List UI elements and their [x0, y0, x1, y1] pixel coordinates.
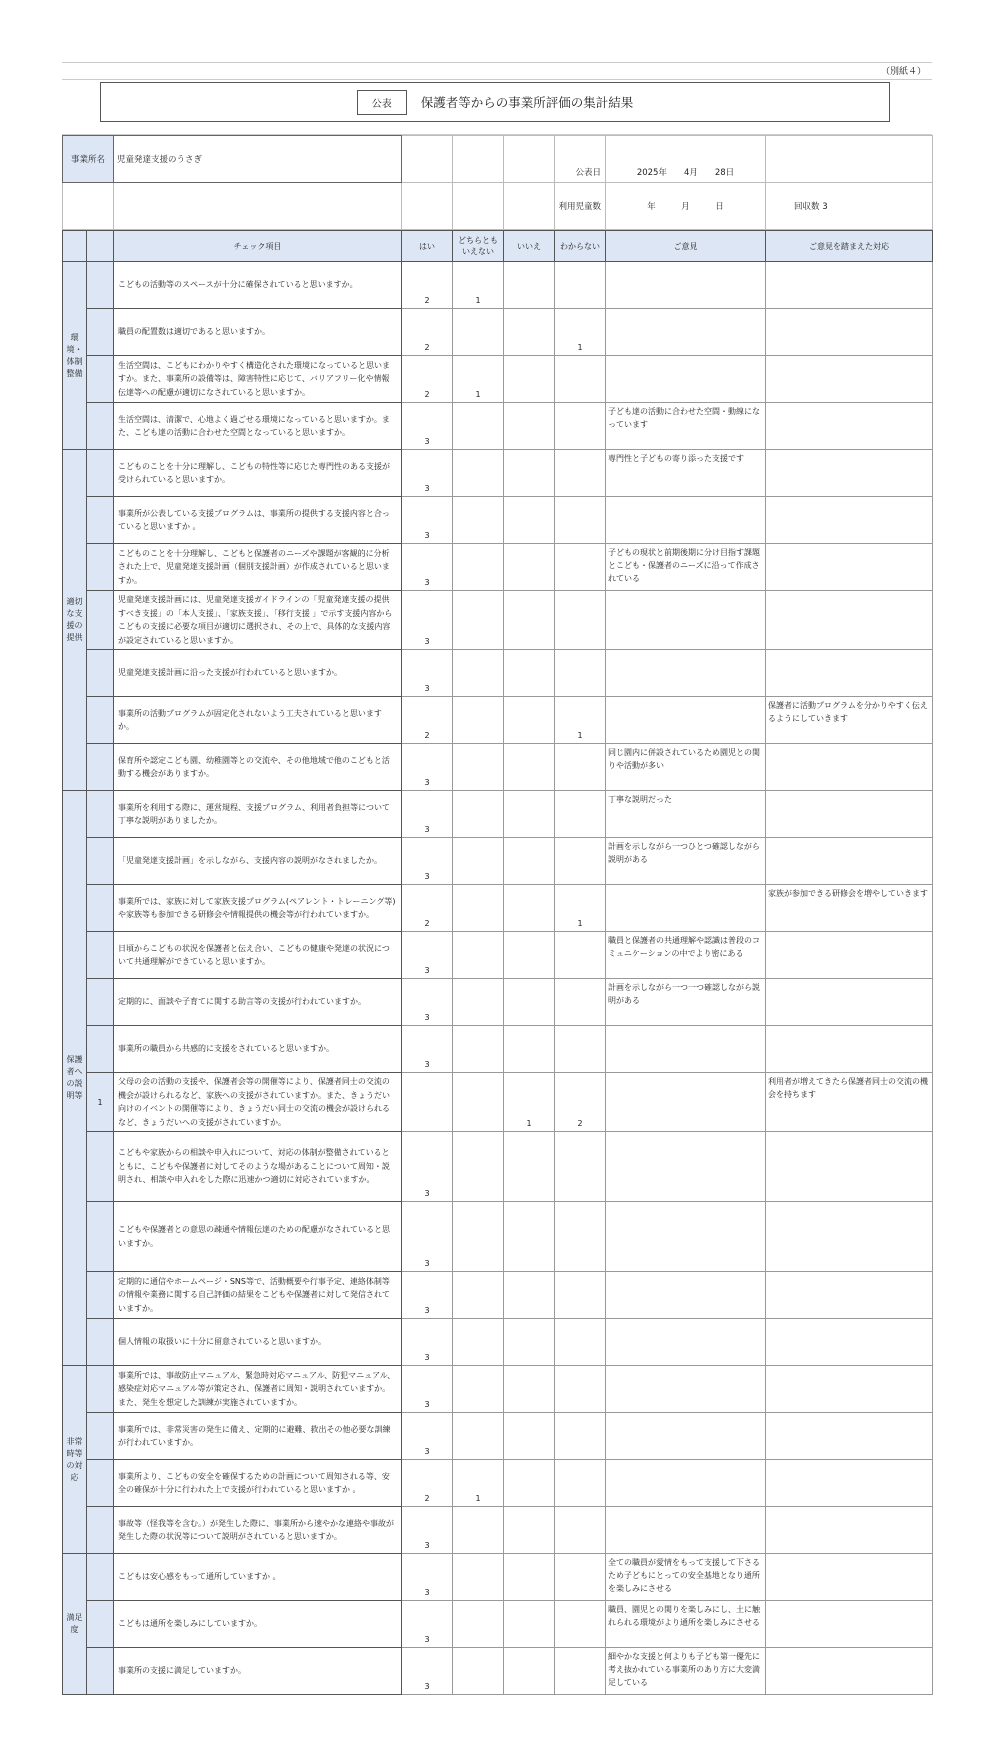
count-neither: [453, 1507, 504, 1554]
category-label: 環境・体制整備: [66, 332, 83, 378]
count-neither: [453, 1132, 504, 1202]
pub-date-value: 2025年 4月 28日: [606, 136, 766, 183]
count-yes: 3: [402, 544, 453, 591]
item-number: [87, 885, 114, 932]
item-number: [87, 1366, 114, 1413]
count-neither: [453, 403, 504, 450]
count-yes: [402, 1073, 453, 1132]
response-text: [766, 403, 933, 450]
responses-value: 3: [822, 202, 828, 212]
item-number: [87, 791, 114, 838]
count-unknown: [555, 1460, 606, 1507]
page-title: 保護者等からの事業所評価の集計結果: [420, 95, 634, 110]
response-text: [766, 1319, 933, 1366]
count-neither: [453, 979, 504, 1026]
count-no: [504, 309, 555, 356]
item-number: [87, 1272, 114, 1319]
question-text: 生活空間は、こどもにわかりやすく構造化された環境になっていると思いますか。また、事業所の設備等は、障害特性に応じて、バリアフリー化や情報伝達等への配慮が適切になされていると思いますか。: [114, 356, 402, 403]
count-unknown: [555, 1413, 606, 1460]
opinion-text: 同じ園内に併設されているため園児との関りや活動が多い: [606, 744, 766, 791]
table-row: [63, 1132, 933, 1202]
count-neither: [453, 1366, 504, 1413]
count-yes: 3: [402, 1366, 453, 1413]
item-number: [87, 497, 114, 544]
header-check-item: チェック項目: [114, 231, 402, 262]
response-text: [766, 1507, 933, 1554]
response-text: [766, 497, 933, 544]
count-yes: 3: [402, 1601, 453, 1648]
count-yes: 3: [402, 450, 453, 497]
count-no: [504, 356, 555, 403]
header-yes: はい: [402, 231, 453, 262]
count-neither: 1: [453, 262, 504, 309]
count-neither: [453, 1272, 504, 1319]
count-neither: [453, 497, 504, 544]
response-text: [766, 1132, 933, 1202]
item-number: [87, 1132, 114, 1202]
count-unknown: [555, 1507, 606, 1554]
count-no: [504, 744, 555, 791]
count-no: [504, 1507, 555, 1554]
opinion-text: 細やかな支援と何よりも子ども第一優先に考え抜かれている事業所のあり方に大変満足している: [606, 1648, 766, 1695]
item-number: [87, 544, 114, 591]
opinion-text: [606, 497, 766, 544]
opinion-text: 職員、園児との関りを楽しみにし、土に触れられる環境がより通所を楽しみにさせる: [606, 1601, 766, 1648]
count-no: [504, 1554, 555, 1601]
count-unknown: [555, 262, 606, 309]
count-yes: 2: [402, 697, 453, 744]
response-text: [766, 450, 933, 497]
opinion-text: [606, 591, 766, 650]
question-text: 事業所の職員から共感的に支援をされていると思いますか。: [114, 1026, 402, 1073]
item-number: [87, 744, 114, 791]
count-unknown: [555, 497, 606, 544]
opinion-text: [606, 1413, 766, 1460]
count-neither: 1: [453, 1460, 504, 1507]
opinion-text: 計画を示しながら一つ一つ確認しながら説明がある: [606, 979, 766, 1026]
category-cell: [63, 1554, 87, 1695]
table-row: [63, 1413, 933, 1460]
count-neither: [453, 309, 504, 356]
header-opinion: ご意見: [606, 231, 766, 262]
count-yes: 2: [402, 309, 453, 356]
count-unknown: [555, 356, 606, 403]
header-no: いいえ: [504, 231, 555, 262]
annex-label: （別紙４）: [880, 67, 926, 77]
count-yes: 3: [402, 791, 453, 838]
count-neither: [453, 885, 504, 932]
count-no: [504, 979, 555, 1026]
question-text: 事業所の活動プログラムが固定化されないよう工夫されていると思いますか。: [114, 697, 402, 744]
item-number: [87, 932, 114, 979]
question-text: 定期的に、面談や子育てに関する助言等の支援が行われていますか。: [114, 979, 402, 1026]
count-yes: 3: [402, 744, 453, 791]
question-text: 個人情報の取扱いに十分に留意されていると思いますか。: [114, 1319, 402, 1366]
count-neither: [453, 838, 504, 885]
item-number: [87, 1202, 114, 1272]
count-yes: 3: [402, 932, 453, 979]
count-unknown: [555, 838, 606, 885]
table-row: [63, 1601, 933, 1648]
count-unknown: 1: [555, 885, 606, 932]
count-no: [504, 932, 555, 979]
count-no: [504, 497, 555, 544]
count-yes: 2: [402, 885, 453, 932]
opinion-text: [606, 1132, 766, 1202]
table-row: [63, 1026, 933, 1073]
count-unknown: 1: [555, 697, 606, 744]
facility-name-value: 児童発達支援のうさぎ: [114, 136, 402, 183]
table-row: [63, 262, 933, 309]
item-number: [87, 1601, 114, 1648]
count-unknown: [555, 591, 606, 650]
item-number: [87, 450, 114, 497]
opinion-text: 計画を示しながら一つひとつ確認しながら説明がある: [606, 838, 766, 885]
opinion-text: [606, 1073, 766, 1132]
header-response: ご意見を踏まえた対応: [766, 231, 933, 262]
opinion-text: [606, 1202, 766, 1272]
count-neither: [453, 1554, 504, 1601]
opinion-text: [606, 885, 766, 932]
question-text: 児童発達支援計画には、児童発達支援ガイドラインの「児童発達支援の提供すべき支援」の「本人支援」、「家族支援」、「移行支援 」で示す支援内容からこどもの支援に必要な項目が適切に選択され、その上で、具体的な支援内容が設定されていると思いますか。: [114, 591, 402, 650]
opinion-text: [606, 1507, 766, 1554]
table-row: [63, 1202, 933, 1272]
count-unknown: [555, 1554, 606, 1601]
count-no: [504, 591, 555, 650]
response-text: [766, 650, 933, 697]
count-no: [504, 450, 555, 497]
count-unknown: [555, 1601, 606, 1648]
category-cell: [63, 262, 87, 450]
category-cell: [63, 1366, 87, 1554]
table-row: [63, 1319, 933, 1366]
opinion-text: [606, 697, 766, 744]
count-no: [504, 650, 555, 697]
item-number: [87, 1648, 114, 1695]
count-no: [504, 1026, 555, 1073]
question-text: 定期的に通信やホームページ・SNS等で、活動概要や行事予定、連絡体制等の情報や業務に関する自己評価の結果をこどもや保護者に対して発信されていますか。: [114, 1272, 402, 1319]
count-unknown: [555, 744, 606, 791]
table-row: [63, 450, 933, 497]
count-no: [504, 403, 555, 450]
count-yes: 3: [402, 1413, 453, 1460]
item-number: [87, 591, 114, 650]
table-row: [63, 309, 933, 356]
question-text: 事故等（怪我等を含む。）が発生した際に、事業所から速やかな連絡や事故が発生した際の状況等について説明がされていると思いますか。: [114, 1507, 402, 1554]
count-unknown: [555, 979, 606, 1026]
opinion-text: 子どもの現状と前期後期に分け目指す課題とこども・保護者のニーズに沿って作成されている: [606, 544, 766, 591]
item-number: [87, 1554, 114, 1601]
response-text: 保護者に活動プログラムを分かりやすく伝えるようにしていきます: [766, 697, 933, 744]
question-text: こどもや保護者との意思の疎通や情報伝達のための配慮がなされていると思いますか。: [114, 1202, 402, 1272]
count-no: [504, 1460, 555, 1507]
response-text: [766, 838, 933, 885]
response-text: [766, 744, 933, 791]
count-no: [504, 262, 555, 309]
opinion-text: [606, 1366, 766, 1413]
opinion-text: 職員と保護者の共通理解や認識は普段のコミュニケーションの中でより密にある: [606, 932, 766, 979]
count-unknown: [555, 1272, 606, 1319]
response-text: [766, 932, 933, 979]
category-label: 保護者への説明等: [66, 1055, 83, 1100]
count-yes: 3: [402, 1507, 453, 1554]
question-text: 「児童発達支援計画」を示しながら、支援内容の説明がなされましたか。: [114, 838, 402, 885]
count-no: [504, 1132, 555, 1202]
count-unknown: [555, 1319, 606, 1366]
count-unknown: [555, 450, 606, 497]
children-count-label: 利用児童数: [555, 183, 606, 230]
opinion-text: 専門性と子どもの寄り添った支援です: [606, 450, 766, 497]
table-row: [63, 979, 933, 1026]
response-text: [766, 791, 933, 838]
question-text: 事業所を利用する際に、運営規程、支援プログラム、利用者負担等について丁寧な説明がありましたか。: [114, 791, 402, 838]
response-text: [766, 309, 933, 356]
opinion-text: [606, 262, 766, 309]
count-yes: 3: [402, 838, 453, 885]
question-text: 事業所より、こどもの安全を確保するための計画について周知される等、安全の確保が十分に行われた上で支援が行われていると思いますか 。: [114, 1460, 402, 1507]
question-text: こどもの活動等のスペースが十分に確保されていると思いますか。: [114, 262, 402, 309]
item-number: [87, 309, 114, 356]
count-neither: [453, 1648, 504, 1695]
opinion-text: 子ども達の活動に合わせた空間・動線になっています: [606, 403, 766, 450]
count-unknown: [555, 544, 606, 591]
item-number: [87, 403, 114, 450]
response-text: [766, 1026, 933, 1073]
table-row: [63, 697, 933, 744]
table-row: [63, 932, 933, 979]
item-number: [87, 697, 114, 744]
response-text: [766, 979, 933, 1026]
count-yes: 3: [402, 591, 453, 650]
opinion-text: [606, 650, 766, 697]
response-text: 家族が参加できる研修会を増やしていきます: [766, 885, 933, 932]
response-text: [766, 262, 933, 309]
count-neither: [453, 1319, 504, 1366]
table-row: [63, 356, 933, 403]
table-row: [63, 544, 933, 591]
opinion-text: 全ての職員が愛情をもって支援して下さるため子どもにとっての安全基地となり通所を楽しみにさせる: [606, 1554, 766, 1601]
children-count-date: 年 月 日: [606, 183, 766, 230]
item-number: [87, 650, 114, 697]
question-text: こどもは通所を楽しみにしていますか。: [114, 1601, 402, 1648]
count-no: 1: [504, 1073, 555, 1132]
response-text: [766, 1554, 933, 1601]
response-text: 利用者が増えてきたら保護者同士の交流の機会を持ちます: [766, 1073, 933, 1132]
item-number: [87, 262, 114, 309]
question-text: 事業所では、事故防止マニュアル、緊急時対応マニュアル、防犯マニュアル、感染症対応マニュアル等が策定され、保護者に周知・説明されていますか。また、発生を想定した訓練が実施されていますか。: [114, 1366, 402, 1413]
item-number: [87, 1460, 114, 1507]
table-row: [63, 1554, 933, 1601]
count-unknown: 2: [555, 1073, 606, 1132]
count-no: [504, 1319, 555, 1366]
count-neither: [453, 932, 504, 979]
count-yes: 3: [402, 1319, 453, 1366]
table-row: [63, 744, 933, 791]
count-neither: 1: [453, 356, 504, 403]
category-label: 適切な支援の提供: [66, 597, 83, 642]
count-neither: [453, 1202, 504, 1272]
opinion-text: [606, 309, 766, 356]
item-number: [87, 1026, 114, 1073]
count-no: [504, 544, 555, 591]
count-no: [504, 1272, 555, 1319]
question-text: こどもや家族からの相談や申入れについて、対応の体制が整備されているとともに、こどもや保護者に対してそのような場があることについて周知・説明され、相談や申入れをした際に迅速かつ適切に対応されていますか。: [114, 1132, 402, 1202]
count-neither: [453, 591, 504, 650]
response-text: [766, 1648, 933, 1695]
facility-name-label: 事業所名: [63, 136, 114, 183]
response-text: [766, 1460, 933, 1507]
opinion-text: [606, 356, 766, 403]
header-unknown: わからない: [555, 231, 606, 262]
table-row: [63, 1507, 933, 1554]
count-no: [504, 1648, 555, 1695]
count-yes: 3: [402, 1272, 453, 1319]
table-row: [63, 1366, 933, 1413]
item-number: [87, 979, 114, 1026]
count-no: [504, 1601, 555, 1648]
table-row: [63, 1460, 933, 1507]
item-number: 1: [87, 1073, 114, 1132]
header-neither: どちらとも いえない: [453, 231, 504, 262]
question-text: 保育所や認定こども園、幼稚園等との交流や、その他地域で他のこどもと活動する機会がありますか。: [114, 744, 402, 791]
annex-row: [62, 62, 932, 80]
response-text: [766, 1202, 933, 1272]
count-neither: [453, 744, 504, 791]
title-box: [100, 82, 890, 122]
item-number: [87, 1507, 114, 1554]
count-yes: 3: [402, 1026, 453, 1073]
count-yes: 3: [402, 1202, 453, 1272]
count-unknown: [555, 1366, 606, 1413]
count-yes: 2: [402, 1460, 453, 1507]
count-neither: [453, 1413, 504, 1460]
response-text: [766, 1366, 933, 1413]
category-label: 満足度: [66, 1613, 83, 1634]
count-no: [504, 791, 555, 838]
count-no: [504, 1366, 555, 1413]
count-yes: 3: [402, 497, 453, 544]
item-number: [87, 1319, 114, 1366]
count-neither: [453, 1601, 504, 1648]
table-row: [63, 791, 933, 838]
count-unknown: [555, 1132, 606, 1202]
opinion-text: [606, 1319, 766, 1366]
response-text: [766, 544, 933, 591]
count-no: [504, 885, 555, 932]
count-neither: [453, 650, 504, 697]
question-text: こどもは安心感をもって通所していますか 。: [114, 1554, 402, 1601]
question-text: 父母の会の活動の支援や、保護者会等の開催等により、保護者同士の交流の機会が設けられるなど、家族への支援がされていますか。また、きょうだい向けのイベントの開催等により、きょうだい同士の交流の機会が設けられるなど、きょうだいへの支援がされていますか。: [114, 1073, 402, 1132]
table-row: [63, 403, 933, 450]
question-text: 生活空間は、清潔で、心地よく過ごせる環境になっていると思いますか。また、こども達の活動に合わせた空間となっていると思いますか。: [114, 403, 402, 450]
responses-label: 回収数: [794, 202, 820, 212]
count-yes: 3: [402, 650, 453, 697]
category-cell: [63, 450, 87, 791]
count-neither: [453, 1073, 504, 1132]
response-text: [766, 356, 933, 403]
question-text: こどものことを十分に理解し、こどもの特性等に応じた専門性のある支援が受けられていると思いますか。: [114, 450, 402, 497]
table-row: [63, 497, 933, 544]
count-yes: 2: [402, 262, 453, 309]
evaluation-table: [62, 230, 933, 1695]
question-text: こどものことを十分理解し、こどもと保護者のニーズや課題が客観的に分析された上で、児童発達支援計画（個別支援計画）が作成されていると思いますか。: [114, 544, 402, 591]
response-text: [766, 591, 933, 650]
pub-date-label: 公表日: [555, 136, 606, 183]
count-no: [504, 1202, 555, 1272]
count-no: [504, 1413, 555, 1460]
count-unknown: [555, 791, 606, 838]
count-unknown: [555, 1026, 606, 1073]
question-text: 事業所では、非常災害の発生に備え、定期的に避難、救出その他必要な訓練が行われていますか。: [114, 1413, 402, 1460]
opinion-text: [606, 1460, 766, 1507]
item-number: [87, 838, 114, 885]
question-text: 事業所の支援に満足していますか。: [114, 1648, 402, 1695]
count-neither: [453, 450, 504, 497]
table-row: [63, 1648, 933, 1695]
count-yes: 3: [402, 1132, 453, 1202]
count-no: [504, 838, 555, 885]
response-text: [766, 1413, 933, 1460]
question-text: 事業所が公表している支援プログラムは、事業所の提供する支援内容と合っていると思いますか 。: [114, 497, 402, 544]
count-yes: 3: [402, 979, 453, 1026]
item-number: [87, 1413, 114, 1460]
table-row: [63, 1073, 933, 1132]
opinion-text: 丁寧な説明だった: [606, 791, 766, 838]
count-unknown: 1: [555, 309, 606, 356]
count-neither: [453, 697, 504, 744]
item-number: [87, 356, 114, 403]
public-badge: 公表: [357, 90, 407, 115]
info-table: [62, 135, 933, 230]
category-label: 非常時等の対応: [66, 1436, 83, 1482]
response-text: [766, 1272, 933, 1319]
count-yes: 3: [402, 403, 453, 450]
count-unknown: [555, 650, 606, 697]
response-text: [766, 1601, 933, 1648]
question-text: 児童発達支援計画に沿った支援が行われていると思いますか。: [114, 650, 402, 697]
table-row: [63, 650, 933, 697]
table-row: [63, 1272, 933, 1319]
count-neither: [453, 1026, 504, 1073]
table-row: [63, 591, 933, 650]
count-yes: 3: [402, 1554, 453, 1601]
count-neither: [453, 544, 504, 591]
evaluation-sheet: [62, 62, 932, 1695]
count-yes: 3: [402, 1648, 453, 1695]
question-text: 事業所では、家族に対して家族支援プログラム(ペアレント・トレーニング等)や家族等も参加できる研修会や情報提供の機会等が行われていますか。: [114, 885, 402, 932]
opinion-text: [606, 1272, 766, 1319]
question-text: 日頃からこどもの状況を保護者と伝え合い、こどもの健康や発達の状況について共通理解ができていると思いますか。: [114, 932, 402, 979]
opinion-text: [606, 1026, 766, 1073]
count-neither: [453, 791, 504, 838]
count-yes: 2: [402, 356, 453, 403]
count-unknown: [555, 1648, 606, 1695]
count-unknown: [555, 403, 606, 450]
table-row: [63, 838, 933, 885]
count-unknown: [555, 932, 606, 979]
table-row: [63, 885, 933, 932]
count-no: [504, 697, 555, 744]
count-unknown: [555, 1202, 606, 1272]
question-text: 職員の配置数は適切であると思いますか。: [114, 309, 402, 356]
category-cell: [63, 791, 87, 1366]
